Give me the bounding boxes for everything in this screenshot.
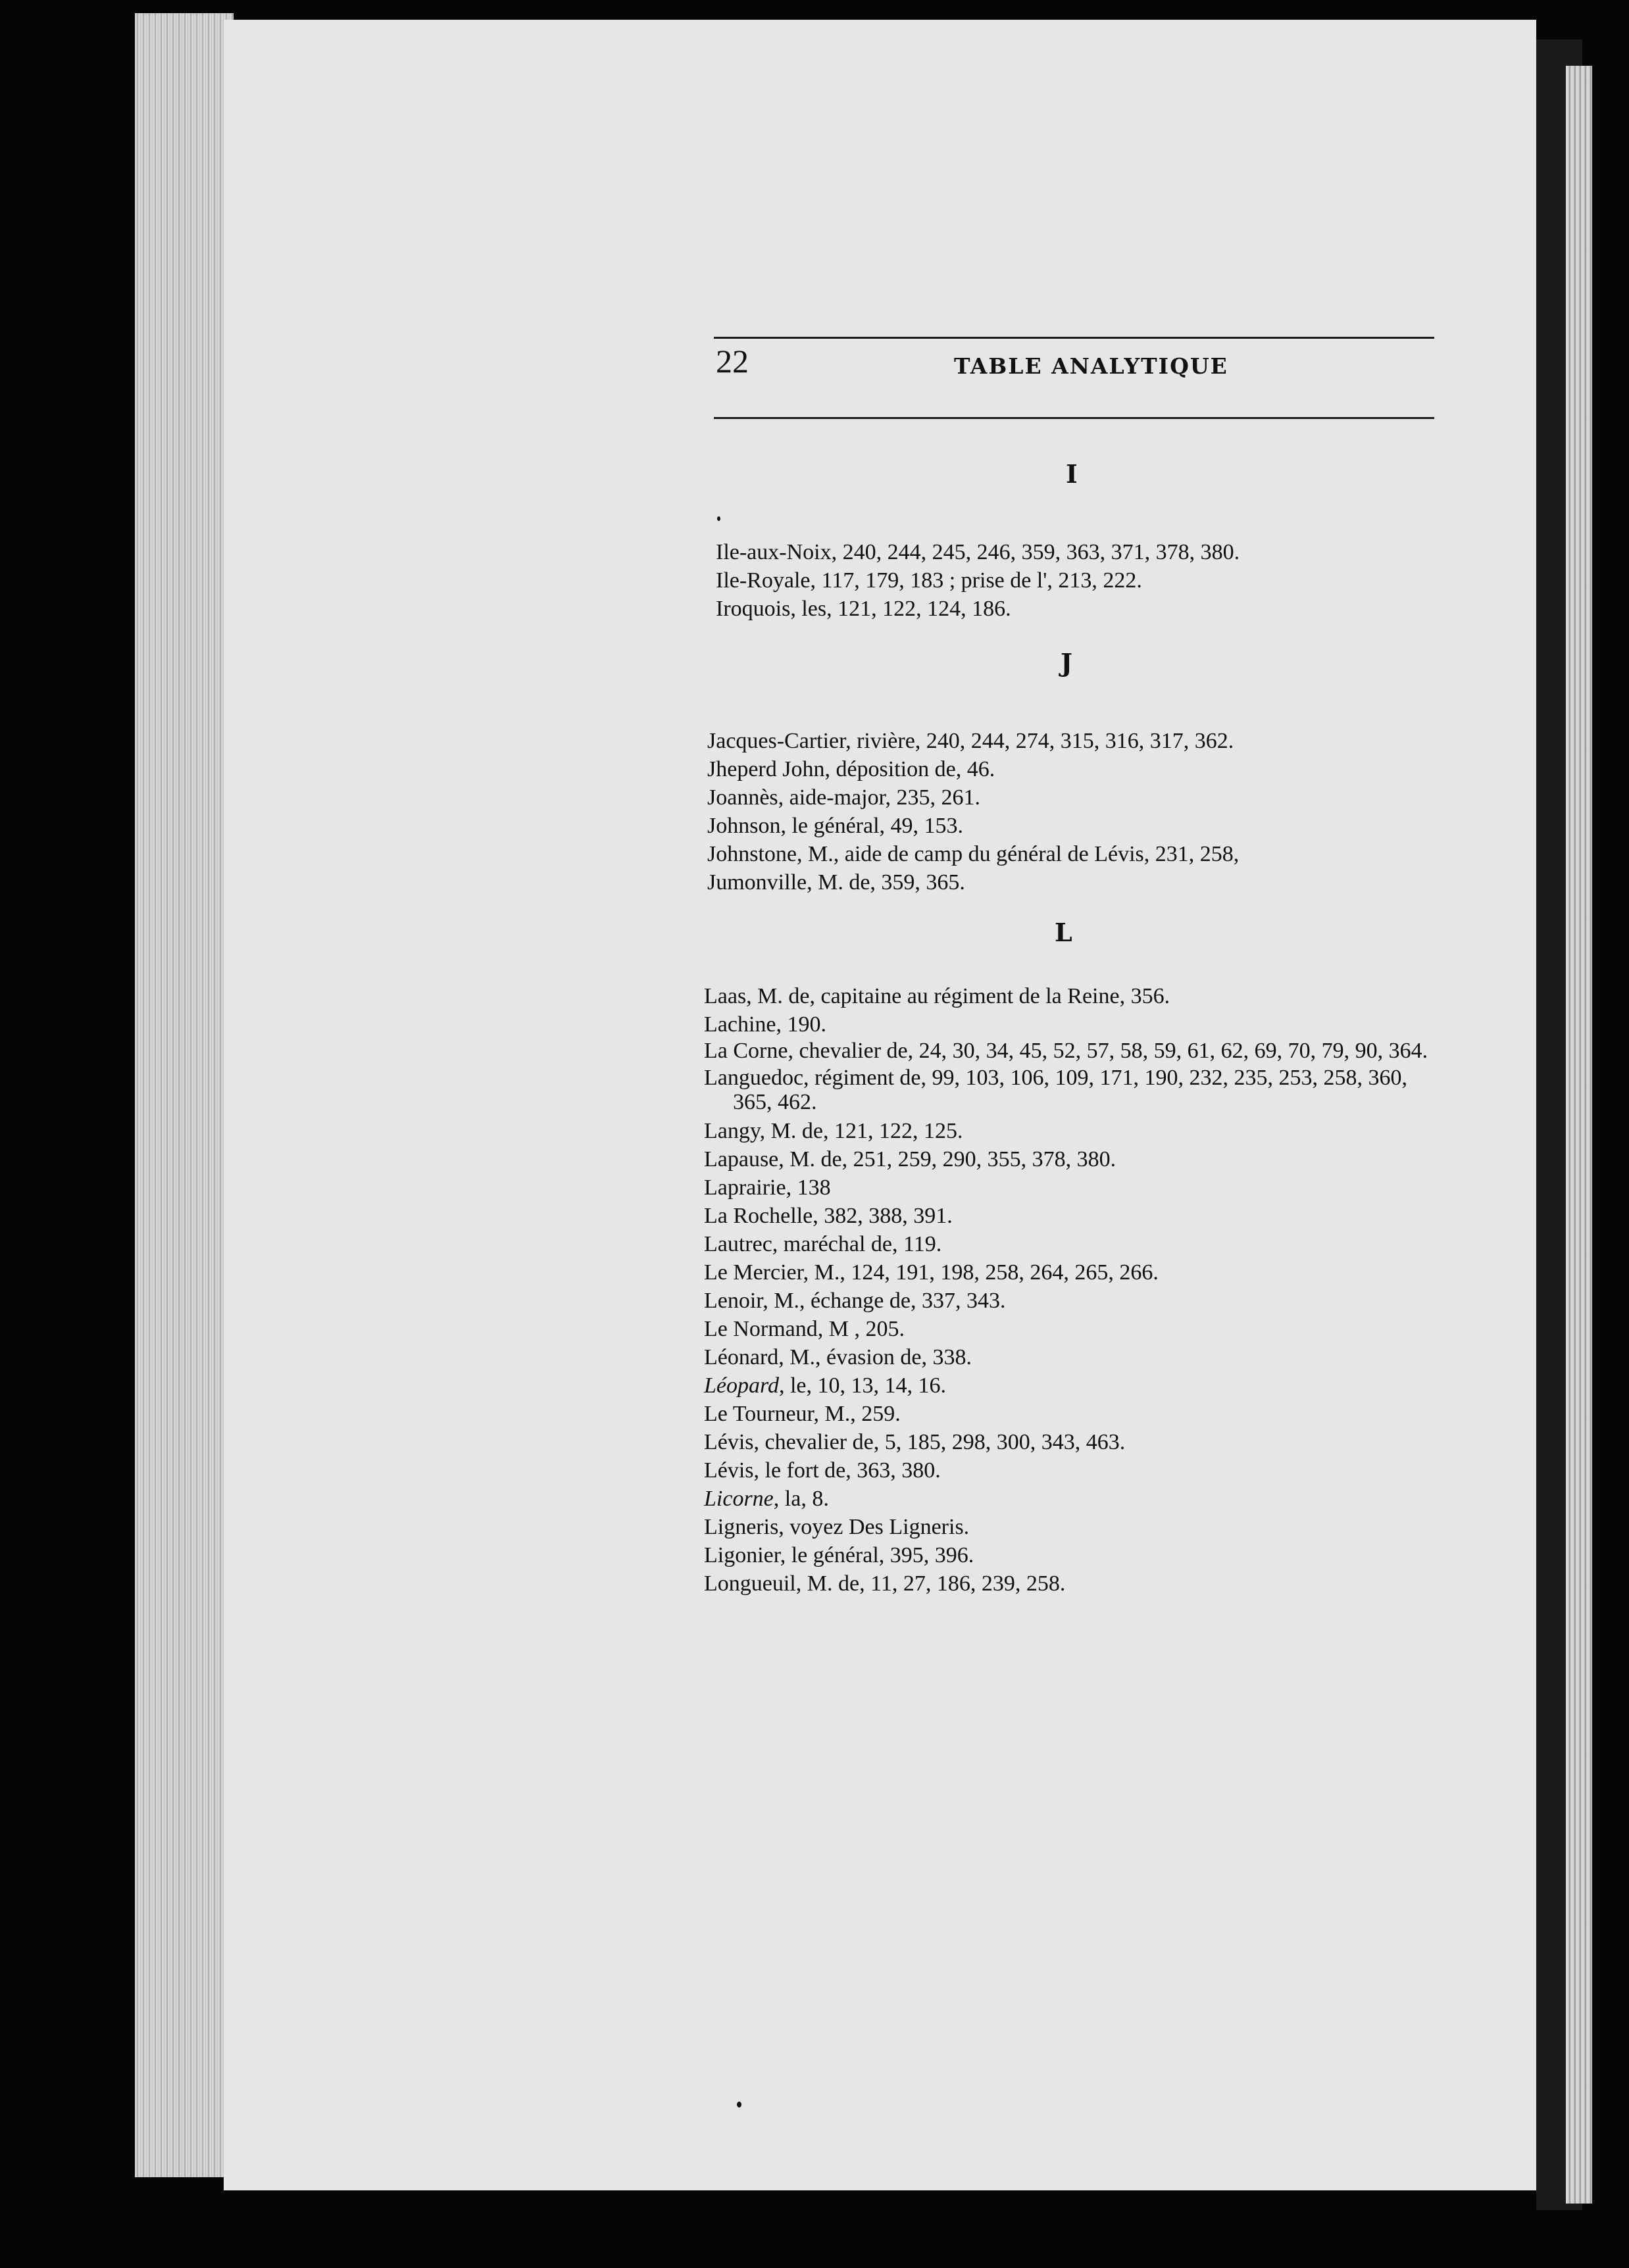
index-entry: Jacques-Cartier, rivière, 240, 244, 274, 315, 316, 317, 362. <box>707 729 1234 753</box>
index-entry: Lautrec, maréchal de, 119. <box>704 1232 942 1256</box>
index-entry: Lachine, 190. <box>704 1012 826 1037</box>
index-entry: Jumonville, M. de, 359, 365. <box>707 870 965 895</box>
running-title: TABLE ANALYTIQUE <box>954 353 1228 379</box>
entry-details: , la, 8. <box>773 1487 829 1511</box>
index-entry: Lévis, le fort de, 363, 380. <box>704 1458 941 1483</box>
right-page-edges <box>1566 66 1592 2204</box>
index-entry: Laprairie, 138 <box>704 1175 831 1200</box>
index-entry: Lapause, M. de, 251, 259, 290, 355, 378, 380. <box>704 1147 1116 1171</box>
index-entry: Lenoir, M., échange de, 337, 343. <box>704 1289 1006 1313</box>
index-entry: Johnstone, M., aide de camp du général de Lévis, 231, 258, <box>707 842 1240 866</box>
index-entry: Le Normand, M , 205. <box>704 1317 905 1341</box>
scan-speck <box>737 2102 741 2108</box>
index-entry: Le Mercier, M., 124, 191, 198, 258, 264, 265, 266. <box>704 1260 1159 1285</box>
index-entry: Ile-Royale, 117, 179, 183 ; prise de l', 213, 222. <box>716 568 1142 593</box>
index-entry: Ligneris, voyez Des Ligneris. <box>704 1515 970 1539</box>
index-entry: Laas, M. de, capitaine au régiment de la Reine, 356. <box>704 984 1170 1008</box>
index-entry: Ile-aux-Noix, 240, 244, 245, 246, 359, 363, 371, 378, 380. <box>716 540 1240 564</box>
page-number: 22 <box>716 343 749 380</box>
index-entry: Languedoc, régiment de, 99, 103, 106, 109, 171, 190, 232, 235, 253, 258, 360, 365, 462. <box>704 1066 1407 1114</box>
section-letter-l: L <box>1055 918 1072 947</box>
index-entry: Iroquois, les, 121, 122, 124, 186. <box>716 597 1011 621</box>
index-entry: La Corne, chevalier de, 24, 30, 34, 45, 52, 57, 58, 59, 61, 62, 69, 70, 79, 90, 364. <box>704 1039 1428 1063</box>
stacked-page-edges <box>135 13 234 2177</box>
index-entry: Lévis, chevalier de, 5, 185, 298, 300, 343, 463. <box>704 1430 1126 1454</box>
index-entry: Jheperd John, déposition de, 46. <box>707 757 995 781</box>
index-entry: Ligonier, le général, 395, 396. <box>704 1543 974 1567</box>
index-entry <box>704 1485 1450 1513</box>
index-group-l <box>704 982 1450 1598</box>
ship-name: Léopard <box>704 1373 779 1398</box>
header-rule-bottom <box>714 417 1434 419</box>
entry-details: , le, 10, 13, 14, 16. <box>778 1373 947 1398</box>
index-entry: Le Tourneur, M., 259. <box>704 1402 901 1426</box>
index-entry: Longueuil, M. de, 11, 27, 186, 239, 258. <box>704 1571 1066 1596</box>
scan-speck <box>717 516 720 521</box>
section-letter-i: I <box>1066 459 1078 489</box>
index-group-j <box>707 727 1239 897</box>
header-rule-top <box>714 337 1434 339</box>
ship-name: Licorne <box>704 1487 774 1511</box>
index-group-i <box>716 538 1240 623</box>
index-entry: Langy, M. de, 121, 122, 125. <box>704 1119 963 1143</box>
index-entry: La Rochelle, 382, 388, 391. <box>704 1204 953 1228</box>
section-letter-j: J <box>1061 648 1072 678</box>
index-entry <box>704 1371 1450 1400</box>
index-entry: Joannès, aide-major, 235, 261. <box>707 785 981 810</box>
index-entry: Johnson, le général, 49, 153. <box>707 814 964 838</box>
index-entry: Léonard, M., évasion de, 338. <box>704 1345 972 1369</box>
